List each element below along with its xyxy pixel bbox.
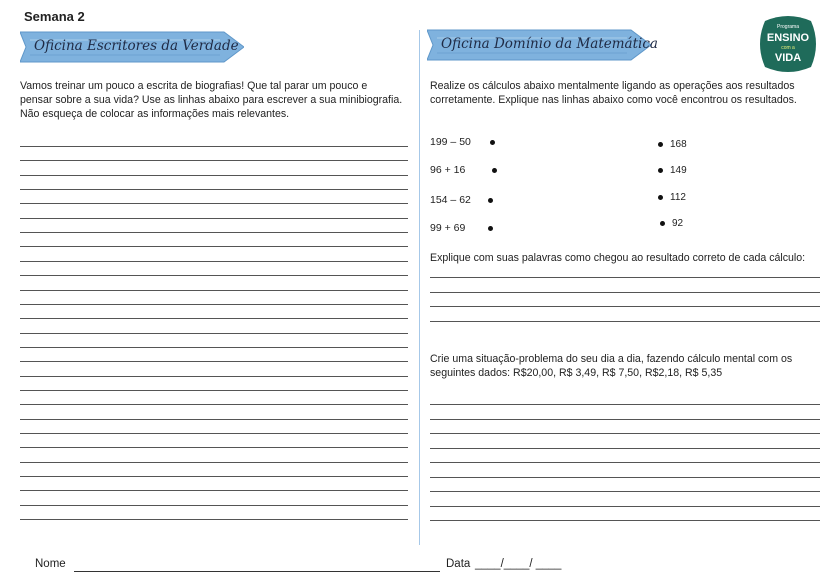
operation-1: 199 – 50 [430, 136, 471, 148]
result-3: 112 [670, 192, 686, 203]
writing-line[interactable] [430, 292, 820, 293]
writing-line[interactable] [20, 347, 408, 348]
problem-prompt-line: seguintes dados: R$20,00, R$ 3,49, R$ 7,50, R$2,18, R$ 5,35 [430, 367, 723, 379]
operation-3: 154 – 62 [430, 194, 471, 206]
writing-line[interactable] [20, 175, 408, 176]
writing-line[interactable] [20, 318, 408, 319]
right-banner [427, 29, 658, 61]
operation-dot[interactable] [492, 168, 497, 173]
writing-line[interactable] [20, 146, 408, 147]
right-instruction-line: corretamente. Explique nas linhas abaixo como você encontrou os resultados. [430, 94, 797, 106]
writing-line[interactable] [20, 189, 408, 190]
writing-line[interactable] [20, 476, 408, 477]
operation-dot[interactable] [488, 226, 493, 231]
column-divider [419, 30, 420, 545]
name-field[interactable] [74, 571, 440, 572]
writing-line[interactable] [20, 246, 408, 247]
writing-line[interactable] [20, 505, 408, 506]
logo-badge [757, 13, 819, 75]
right-instruction-line: Realize os cálculos abaixo mentalmente ligando as operações aos resultados [430, 80, 795, 92]
left-instruction-line: pensar sobre a sua vida? Use as linhas abaixo para escrever a sua minibiografia. [20, 94, 403, 106]
left-banner-title: Oficina Escritores da Verdade [34, 38, 239, 54]
ensino-vida-logo [757, 13, 819, 75]
writing-line[interactable] [20, 404, 408, 405]
writing-line[interactable] [430, 520, 820, 521]
problem-prompt-line: Crie uma situação-problema do seu dia a dia, fazendo cálculo mental com os [430, 353, 793, 365]
date-field[interactable]: ____/____/ ____ [475, 558, 562, 570]
logo-top-text: Programa [777, 24, 799, 30]
name-label: Nome [35, 558, 66, 570]
date-label: Data [446, 558, 471, 570]
writing-line[interactable] [20, 419, 408, 420]
operation-4: 99 + 69 [430, 222, 466, 234]
result-dot[interactable] [658, 168, 663, 173]
writing-line[interactable] [20, 447, 408, 448]
left-instructions [20, 79, 415, 121]
result-dot[interactable] [658, 142, 663, 147]
right-instructions [430, 79, 825, 107]
left-instruction-line: Não esqueça de colocar as informações mais relevantes. [20, 108, 290, 120]
operation-dot[interactable] [490, 140, 495, 145]
writing-line[interactable] [20, 261, 408, 262]
writing-line[interactable] [20, 433, 408, 434]
writing-line[interactable] [20, 160, 408, 161]
writing-line[interactable] [20, 203, 408, 204]
writing-line[interactable] [20, 519, 408, 520]
problem-prompt [430, 352, 825, 380]
result-1: 168 [670, 139, 687, 150]
writing-line[interactable] [20, 361, 408, 362]
left-instruction-line: Vamos treinar um pouco a escrita de biografias! Que tal parar um pouco e [20, 80, 368, 92]
writing-line[interactable] [20, 218, 408, 219]
explain-prompt: Explique com suas palavras como chegou ao resultado correto de cada cálculo: [430, 252, 806, 264]
operation-dot[interactable] [488, 198, 493, 203]
result-2: 149 [670, 165, 687, 176]
writing-line[interactable] [430, 419, 820, 420]
writing-line[interactable] [20, 290, 408, 291]
logo-main1-text: ENSINO [766, 32, 810, 44]
left-banner [20, 31, 244, 63]
operation-2: 96 + 16 [430, 164, 466, 176]
writing-line[interactable] [430, 491, 820, 492]
writing-line[interactable] [20, 390, 408, 391]
writing-line[interactable] [20, 462, 408, 463]
writing-line[interactable] [20, 232, 408, 233]
writing-line[interactable] [430, 448, 820, 449]
writing-line[interactable] [430, 506, 820, 507]
week-title: Semana 2 [24, 9, 85, 24]
writing-line[interactable] [20, 490, 408, 491]
logo-middle-text: com a [781, 45, 795, 51]
result-dot[interactable] [660, 221, 665, 226]
writing-line[interactable] [20, 333, 408, 334]
result-dot[interactable] [658, 195, 663, 200]
writing-line[interactable] [430, 433, 820, 434]
writing-line[interactable] [430, 477, 820, 478]
result-4: 92 [672, 218, 684, 229]
writing-line[interactable] [20, 304, 408, 305]
writing-line[interactable] [430, 306, 820, 307]
writing-line[interactable] [430, 404, 820, 405]
writing-line[interactable] [430, 462, 820, 463]
writing-line[interactable] [430, 321, 820, 322]
writing-line[interactable] [20, 275, 408, 276]
logo-main2-text: VIDA [774, 52, 802, 64]
writing-line[interactable] [430, 277, 820, 278]
writing-line[interactable] [20, 376, 408, 377]
right-banner-title: Oficina Domínio da Matemática [441, 36, 658, 52]
